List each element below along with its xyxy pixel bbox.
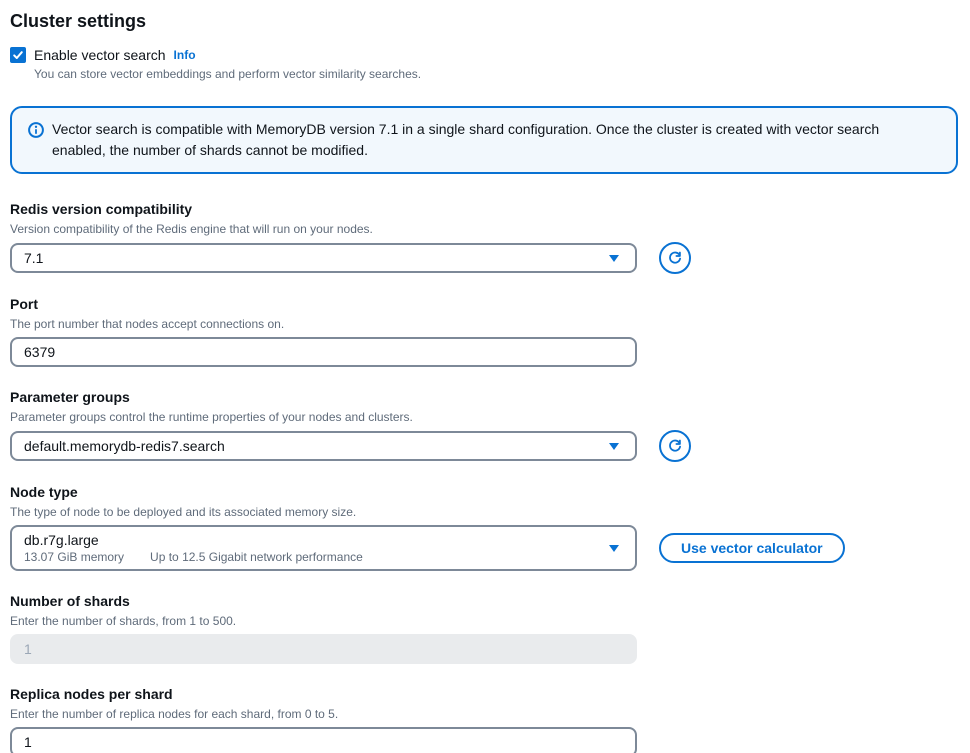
node-type-description: The type of node to be deployed and its associated memory size. — [10, 505, 357, 519]
use-vector-calculator-button[interactable]: Use vector calculator — [659, 533, 845, 563]
parameter-groups-description: Parameter groups control the runtime properties of your nodes and clusters. — [10, 410, 413, 424]
redis-version-label: Redis version compatibility — [10, 201, 193, 217]
spacer — [124, 549, 150, 565]
port-input[interactable] — [10, 337, 637, 367]
info-alert-text: Vector search is compatible with MemoryDB version 7.1 in a single shard configuration. Once the cluster is created with vector search enabled, the number of shards cannot be modified. — [52, 121, 880, 158]
number-of-shards-description: Enter the number of shards, from 1 to 500. — [10, 614, 237, 628]
refresh-redis-version-button[interactable] — [659, 242, 691, 274]
field-node-type — [10, 483, 958, 571]
info-link[interactable]: Info — [173, 48, 196, 62]
replica-nodes-input[interactable] — [10, 727, 637, 753]
enable-vector-search-label: Enable vector search — [34, 47, 166, 63]
refresh-parameter-groups-button[interactable] — [659, 430, 691, 462]
field-replica-nodes — [10, 685, 958, 753]
enable-vector-search-description: You can store vector embeddings and perform vector similarity searches. — [34, 67, 422, 81]
node-type-label: Node type — [10, 484, 78, 500]
field-port — [10, 295, 958, 367]
parameter-groups-select[interactable] — [10, 431, 637, 461]
node-type-select[interactable] — [10, 525, 637, 571]
number-of-shards-input — [10, 634, 637, 664]
enable-vector-search-row — [10, 46, 958, 64]
parameter-groups-label: Parameter groups — [10, 389, 130, 405]
port-label: Port — [10, 296, 38, 312]
info-circle-icon — [28, 122, 44, 138]
field-redis-version — [10, 200, 958, 274]
enable-vector-search-checkbox[interactable] — [10, 47, 26, 63]
refresh-icon — [667, 250, 683, 266]
number-of-shards-label: Number of shards — [10, 593, 130, 609]
page-title: Cluster settings — [10, 11, 147, 31]
node-type-memory-detail: 13.07 GiB memory — [24, 550, 125, 564]
port-description: The port number that nodes accept connections on. — [10, 317, 285, 331]
redis-version-description: Version compatibility of the Redis engine that will run on your nodes. — [10, 222, 373, 236]
chevron-down-icon — [609, 443, 619, 450]
node-type-selected-value: db.r7g.large — [24, 532, 99, 548]
field-number-of-shards — [10, 592, 958, 664]
redis-version-selected-value: 7.1 — [24, 250, 44, 266]
replica-nodes-label: Replica nodes per shard — [10, 686, 173, 702]
info-alert — [10, 106, 958, 174]
field-parameter-groups — [10, 388, 958, 462]
parameter-groups-selected-value: default.memorydb-redis7.search — [24, 438, 225, 454]
node-type-network-detail: Up to 12.5 Gigabit network performance — [150, 550, 363, 564]
refresh-icon — [667, 438, 683, 454]
chevron-down-icon — [609, 255, 619, 262]
chevron-down-icon — [609, 545, 619, 552]
redis-version-select[interactable] — [10, 243, 637, 273]
checkmark-icon — [12, 49, 24, 61]
replica-nodes-description: Enter the number of replica nodes for each shard, from 0 to 5. — [10, 707, 339, 721]
